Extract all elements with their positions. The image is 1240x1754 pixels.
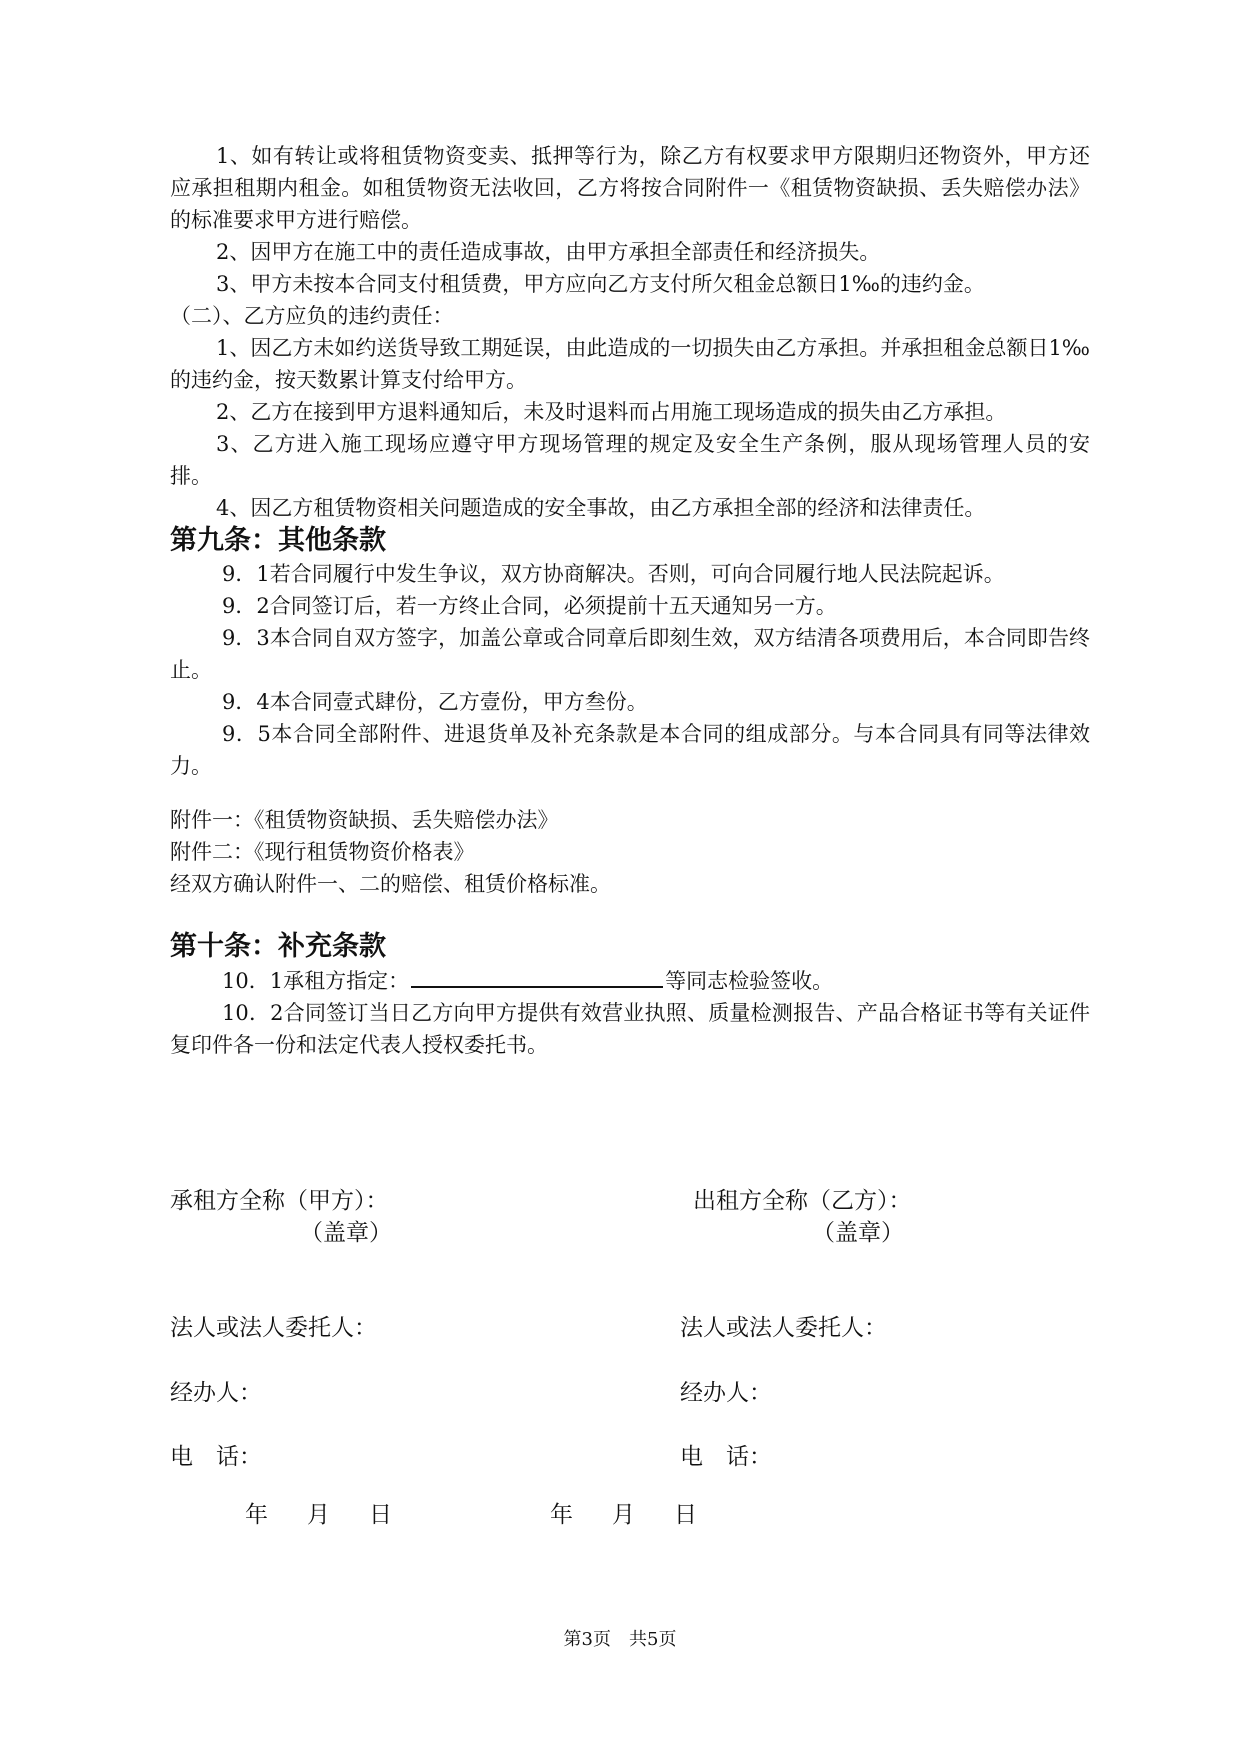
article-10-item-1	[170, 964, 1090, 997]
party-a-name-label: 承租方全称（甲方）：	[170, 1188, 389, 1214]
inspector-name-blank[interactable]	[411, 964, 663, 988]
party-b-liability-heading: （二）、乙方应负的违约责任：	[170, 304, 454, 328]
clause-b-3: 3、乙方进入施工现场应遵守甲方现场管理的规定及安全生产条例，服从现场管理人员的安排。	[170, 432, 1090, 488]
party-a-date: 年 月 日	[245, 1502, 400, 1528]
contract-body	[170, 140, 1090, 1061]
spacer	[170, 900, 1090, 930]
article-10-item-1-suffix: 等同志检验签收。	[665, 969, 834, 993]
clause-a-3: 3、甲方未按本合同支付租赁费，甲方应向乙方支付所欠租金总额日1‰的违约金。	[216, 272, 985, 296]
party-a-handler: 经办人：	[170, 1380, 262, 1406]
party-a-phone: 电 话：	[170, 1444, 262, 1470]
attachment-2: 附件二：《现行租赁物资价格表》	[170, 840, 475, 864]
attachment-confirmation: 经双方确认附件一、二的赔偿、租赁价格标准。	[170, 872, 611, 896]
party-b-legal-rep: 法人或法人委托人：	[680, 1315, 887, 1341]
page-number-footer: 第3页 共5页	[563, 1629, 677, 1650]
article-9-item-4: 9．4本合同壹式肆份，乙方壹份，甲方叁份。	[222, 690, 648, 714]
article-10-item-1-prefix: 10．1承租方指定：	[222, 969, 410, 993]
party-b-phone: 电 话：	[680, 1444, 772, 1470]
clause-b-2: 2、乙方在接到甲方退料通知后，未及时退料而占用施工现场造成的损失由乙方承担。	[216, 400, 1007, 424]
article-9-title: 第九条：其他条款	[170, 525, 386, 556]
article-9-item-1: 9．1若合同履行中发生争议，双方协商解决。否则，可向合同履行地人民法院起诉。	[222, 562, 1005, 586]
article-9-item-2: 9．2合同签订后，若一方终止合同，必须提前十五天通知另一方。	[222, 594, 837, 618]
article-10-title: 第十条：补充条款	[170, 931, 386, 962]
clause-b-4: 4、因乙方租赁物资相关问题造成的安全事故，由乙方承担全部的经济和法律责任。	[216, 496, 986, 520]
party-a-legal-rep: 法人或法人委托人：	[170, 1315, 377, 1341]
spacer	[170, 782, 1090, 804]
party-b-seal: （盖章）	[812, 1220, 904, 1246]
party-a-seal: （盖章）	[300, 1220, 392, 1246]
attachment-1: 附件一：《租赁物资缺损、丢失赔偿办法》	[170, 808, 559, 832]
article-9-item-3: 9．3本合同自双方签字，加盖公章或合同章后即刻生效，双方结清各项费用后，本合同即告终止。	[170, 626, 1090, 682]
article-10-item-2: 10．2合同签订当日乙方向甲方提供有效营业执照、质量检测报告、产品合格证书等有关证件复印件各一份和法定代表人授权委托书。	[170, 1001, 1090, 1057]
clause-b-1: 1、因乙方未如约送货导致工期延误，由此造成的一切损失由乙方承担。并承担租金总额日1‰的违约金，按天数累计算支付给甲方。	[170, 336, 1090, 392]
party-b-date: 年 月 日	[550, 1502, 705, 1528]
party-b-name-label: 出租方全称（乙方）：	[693, 1188, 912, 1214]
clause-a-1: 1、如有转让或将租赁物资变卖、抵押等行为，除乙方有权要求甲方限期归还物资外，甲方还应承担租期内租金。如租赁物资无法收回，乙方将按合同附件一《租赁物资缺损、丢失赔偿办法》的标准要求甲方进行赔偿。	[170, 144, 1090, 232]
article-9-item-5: 9．5本合同全部附件、进退货单及补充条款是本合同的组成部分。与本合同具有同等法律效力。	[170, 722, 1090, 778]
party-b-handler: 经办人：	[680, 1380, 772, 1406]
clause-a-2: 2、因甲方在施工中的责任造成事故，由甲方承担全部责任和经济损失。	[216, 240, 881, 264]
